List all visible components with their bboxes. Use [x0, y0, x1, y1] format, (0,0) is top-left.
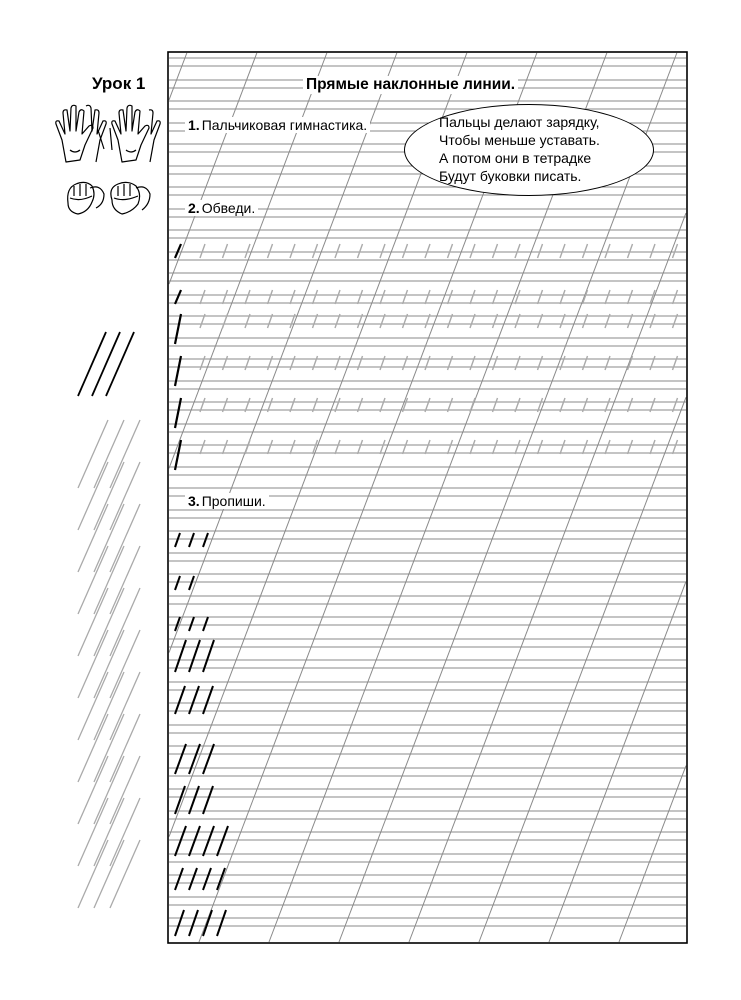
page-title: Прямые наклонные линии.: [303, 76, 518, 94]
task-number: 1.: [188, 117, 200, 133]
poem-line: А потом они в тетрадке: [439, 150, 592, 166]
task-text: Пальчиковая гимнастика.: [201, 117, 368, 133]
task-3-heading: [185, 493, 269, 509]
poem-line: Чтобы меньше уставать.: [439, 132, 600, 148]
task-text: Пропиши.: [201, 493, 266, 509]
task-text: Обведи.: [201, 200, 256, 216]
lesson-title: Урок 1: [92, 74, 146, 93]
poem-line: Пальцы делают зарядку,: [439, 114, 600, 130]
task-2-heading: [185, 200, 258, 216]
poem-bubble: [404, 104, 654, 196]
poem-line: Будут буковки писать.: [439, 168, 582, 184]
task-number: 2.: [188, 200, 200, 216]
task-1-heading: [185, 117, 370, 133]
task-number: 3.: [188, 493, 200, 509]
